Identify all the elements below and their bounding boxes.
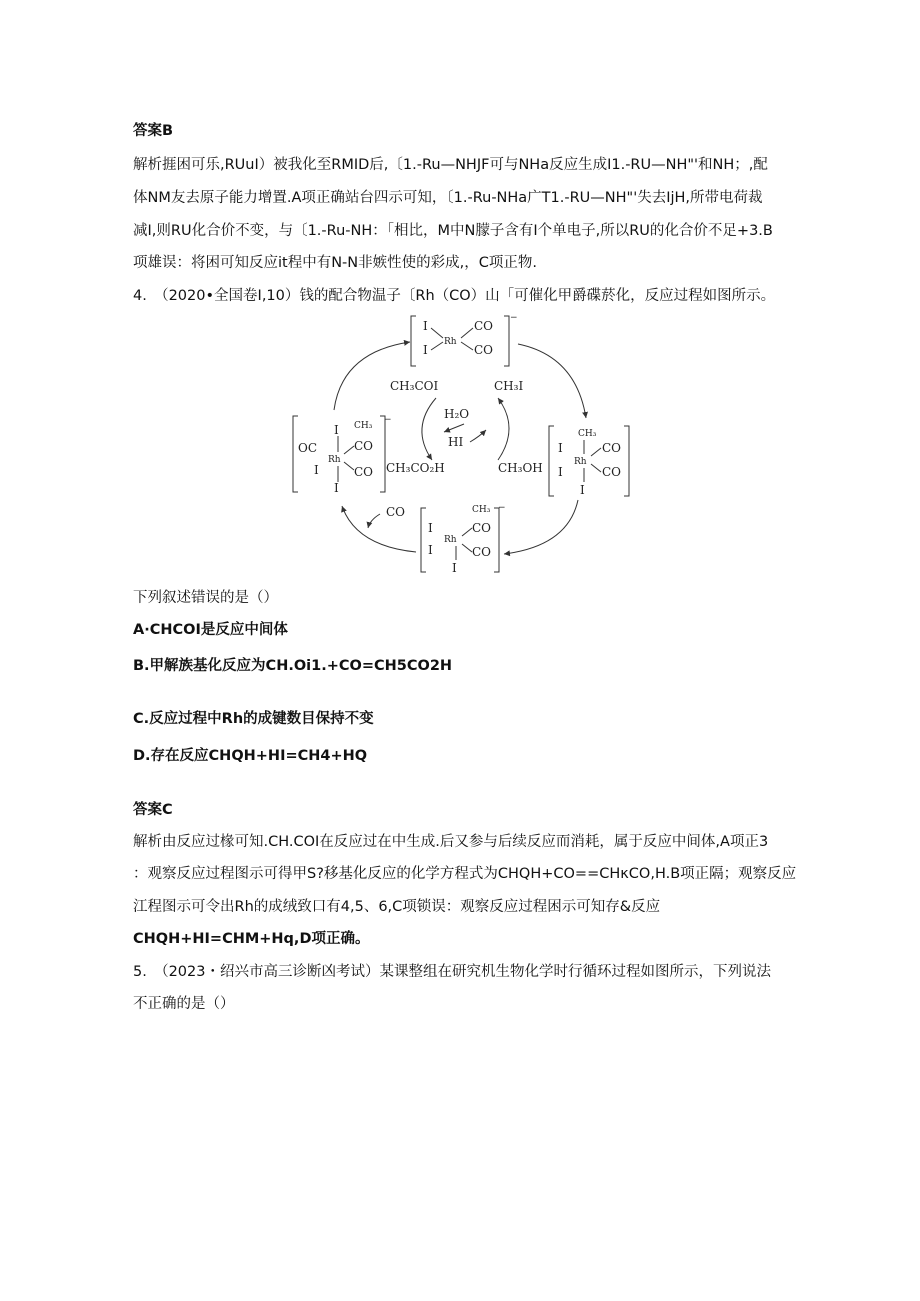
label-co-in: CO	[386, 505, 406, 519]
svg-text:CO: CO	[472, 521, 492, 535]
svg-text:Rh: Rh	[444, 535, 457, 545]
analysis-line-3: 减I,则RU化合价不变，与〔1.-Ru-NH：「相比，M中N朦子含有I个单电子,所以RU的化合价不足+3.B	[133, 223, 773, 239]
svg-text:I: I	[334, 423, 339, 437]
option-d: D.存在反应CHQH+HI=CH4+HQ	[133, 748, 368, 764]
svg-text:−: −	[510, 313, 518, 323]
svg-text:I: I	[423, 319, 428, 333]
label-h2o: H₂O	[444, 407, 470, 421]
analysis-line-2: 体NM友去原子能力增置.A项正确站台四示可知，〔1.-Ru-NHa广T1.-RU—NH"'失去IjH,所带电荷裁	[133, 190, 763, 206]
svg-text:I: I	[452, 561, 457, 575]
svg-text:I: I	[558, 441, 563, 455]
svg-text:OC: OC	[298, 441, 318, 455]
svg-text:Rh: Rh	[328, 455, 341, 465]
svg-text:I: I	[558, 465, 563, 479]
catalytic-cycle-svg	[286, 306, 638, 584]
analysis2-line-3: 江程图示可令出Rh的成绒致口有4,5、6,C项锁误：观察反应过程困示可知存&反应	[133, 899, 661, 915]
option-a: A·CHCOI是反应中间体	[133, 622, 288, 638]
svg-text:CH₃: CH₃	[354, 421, 373, 431]
catalytic-cycle-diagram	[286, 306, 638, 584]
question-4-stem: 4. （2020•全国卷I,10）钱的配合物温子〔Rh（CO）山「可催化甲爵碟菸化，反应过程如图所示。	[133, 288, 776, 304]
svg-text:CO: CO	[354, 465, 374, 479]
label-ch3oh: CH₃OH	[498, 461, 543, 475]
analysis2-line-1: 解析由反应过椽可知.CH.COI在反应过在中生成.后又参与后续反应而消耗，属于反应中间体,A项正3	[133, 834, 769, 850]
svg-text:I: I	[334, 481, 339, 495]
svg-text:I: I	[423, 343, 428, 357]
svg-text:I: I	[580, 483, 585, 497]
svg-text:Rh: Rh	[444, 337, 457, 347]
complex-bottom	[421, 503, 506, 575]
svg-text:CH₃: CH₃	[472, 505, 491, 515]
option-c: C.反应过程中Rh的成键数目保持不变	[133, 711, 374, 727]
svg-text:I: I	[314, 463, 319, 477]
label-ch3i: CH₃I	[494, 379, 524, 393]
svg-text:CO: CO	[474, 343, 494, 357]
analysis2-line-2: ：观察反应过程图示可得甲S?移基化反应的化学方程式为CHQH+CO==CHκCO,H.B项正隔；观察反应	[133, 866, 797, 882]
svg-text:CO: CO	[354, 439, 374, 453]
svg-text:−: −	[384, 415, 392, 425]
complex-right	[549, 426, 629, 497]
analysis2-line-4: CHQH+HI=CHM+Hq,D项正确。	[133, 931, 370, 947]
answer-label-2: 答案C	[133, 802, 173, 818]
svg-text:Rh: Rh	[574, 457, 587, 467]
svg-text:CO: CO	[602, 441, 622, 455]
svg-text:CO: CO	[602, 465, 622, 479]
option-b: B.甲解族基化反应为CH.Oi1.+CO=CH5CO2H	[133, 658, 453, 674]
complex-top	[411, 313, 518, 366]
label-ch3co2h: CH₃CO₂H	[386, 461, 445, 475]
label-ch3coi: CH₃COI	[390, 379, 439, 393]
question-4-prompt: 下列叙述错误的是（）	[133, 590, 278, 606]
answer-label: 答案B	[133, 123, 174, 139]
label-hi: HI	[448, 435, 464, 449]
analysis-line-1: 解析捱困可乐,RUuI）被我化至RMID后,〔1.-Ru—NHJF可与NHa反应生成I1.-RU—NH"'和NH；,配	[133, 157, 768, 173]
svg-text:CO: CO	[472, 545, 492, 559]
question-5-line-1: 5. （2023・绍兴市高三诊断凶考试）某课整组在研究机生物化学时行循环过程如图所示，下列说法	[133, 964, 771, 980]
svg-text:CO: CO	[474, 319, 494, 333]
svg-text:CH₃: CH₃	[578, 429, 597, 439]
analysis-line-4: 项雄误：将困可知反应it程中有N-N非嫉性使的彩成,，C项正物.	[133, 255, 537, 271]
question-5-line-2: 不正确的是（）	[133, 996, 235, 1012]
complex-left	[293, 415, 392, 495]
svg-text:I: I	[428, 543, 433, 557]
svg-text:I: I	[428, 521, 433, 535]
svg-text:−: −	[498, 503, 506, 513]
